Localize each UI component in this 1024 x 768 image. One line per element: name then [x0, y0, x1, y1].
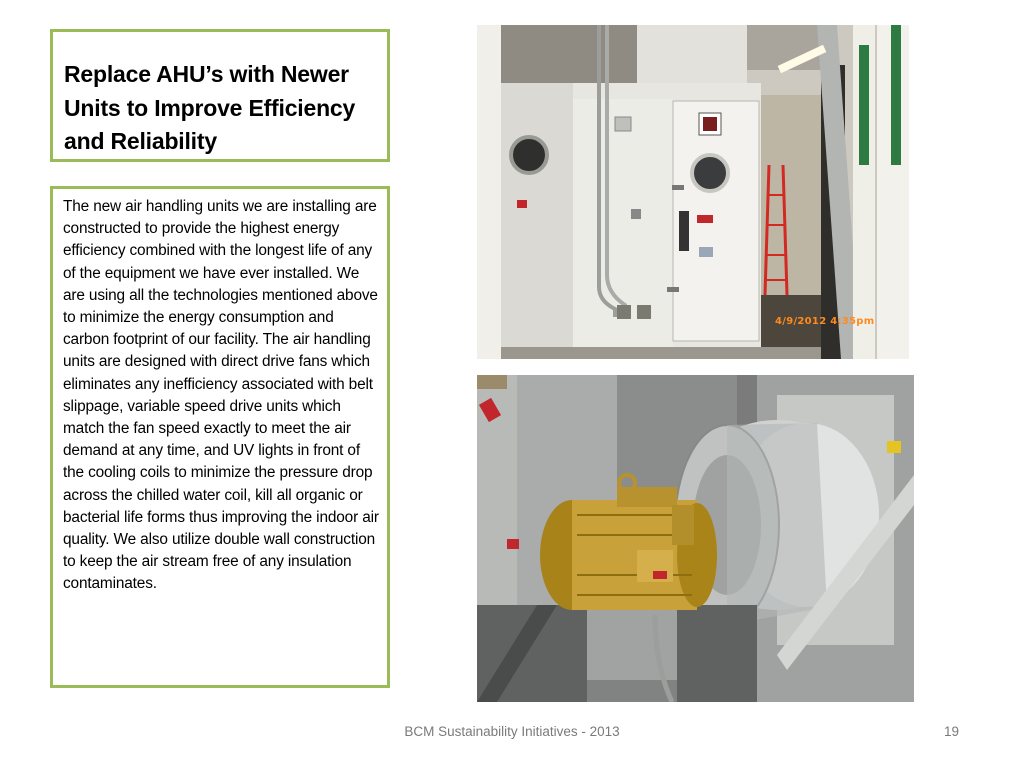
- fan-motor-photo: [477, 375, 914, 702]
- body-paragraph: The new air handling units we are installing are constructed to provide the highest energy efficiency combined with the longest life of any of the equipment we have ever installed. We are using all the technologies mentioned above to minimize the energy consumption and carbon footprint of our facility. The air handling units are designed with direct drive fans which eliminates any inefficiency associated with belt slippage, variable speed drive units which match the fan speed exactly to meet the air demand at any time, and UV lights in front of the cooling coils to minimize the pressure drop across the chilled water coil, kill all organic or bacterial life forms thus improving the indoor air quality. We also utilize double wall construction to keep the air stream free of any insulation contaminates.: [63, 198, 379, 593]
- ahu-room-photo: [477, 25, 909, 359]
- body-text-box: [50, 186, 390, 688]
- title-box: [50, 29, 390, 162]
- ahu-room-illustration: [477, 25, 909, 359]
- photo-date-stamp: 4/9/2012 4:35pm: [775, 316, 875, 327]
- fan-motor-illustration: [477, 375, 914, 702]
- slide-number: 19: [944, 724, 960, 739]
- slide-title: Replace AHU’s with Newer Units to Improve Efficiency and Reliability: [64, 61, 356, 154]
- footer-text: BCM Sustainability Initiatives - 2013: [404, 724, 620, 739]
